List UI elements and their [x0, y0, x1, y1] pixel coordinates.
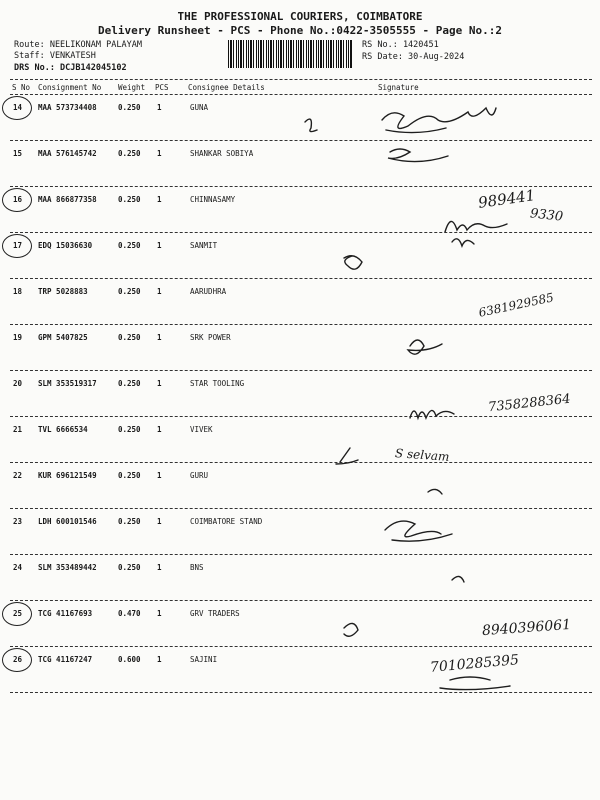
signature-guna [382, 108, 496, 133]
row-sno: 26 [13, 655, 23, 664]
col-consignee: Consignee Details [188, 83, 265, 92]
row-sno: 25 [13, 609, 23, 618]
signature-coimbatore [385, 521, 452, 541]
handwritten-phone: 8940396061 [481, 616, 572, 640]
col-weight: Weight [118, 83, 146, 92]
row-consignee: STAR TOOLING [190, 379, 245, 388]
row-consignment-no: EDQ 15036630 [38, 241, 93, 250]
row-consignment-no: MAA 866877358 [38, 195, 97, 204]
row-weight: 0.470 [118, 609, 141, 618]
rs-number: RS No.: 1420451 [362, 40, 439, 50]
row-weight: 0.250 [118, 149, 141, 158]
row-pcs: 1 [157, 103, 162, 112]
row-sno: 17 [13, 241, 23, 250]
signature-bns [452, 576, 464, 582]
signature-guru [428, 489, 442, 494]
signature-sanmit [452, 239, 474, 246]
row-weight: 0.600 [118, 655, 141, 664]
row-weight: 0.250 [118, 195, 141, 204]
row-consignment-no: MAA 573734408 [38, 103, 97, 112]
signature-shankar [388, 149, 448, 162]
row-weight: 0.250 [118, 563, 141, 572]
handwritten-phone: 989441 [477, 186, 537, 212]
row-consignee: COIMBATORE STAND [190, 517, 263, 526]
row-pcs: 1 [157, 195, 162, 204]
row-consignee: GURU [190, 471, 209, 480]
col-pcs: PCS [155, 83, 169, 92]
row-sno: 20 [13, 379, 23, 388]
row-consignee: GRV TRADERS [190, 609, 240, 618]
drs-number: DRS No.: DCJB142045102 [14, 63, 127, 73]
row-weight: 0.250 [118, 241, 141, 250]
row-pcs: 1 [157, 425, 162, 434]
handwritten-name: S selvam [394, 446, 450, 464]
row-consignment-no: TVL 6666534 [38, 425, 88, 434]
row-consignee: SAJINI [190, 655, 218, 664]
row-consignment-no: SLM 353489442 [38, 563, 97, 572]
row-consignee: GUNA [190, 103, 209, 112]
row-consignee: SHANKAR SOBIYA [190, 149, 254, 158]
tick-mark [336, 448, 358, 464]
handwritten-phone: 7010285395 [429, 652, 520, 676]
stamp-mark [344, 623, 358, 636]
row-weight: 0.250 [118, 287, 141, 296]
row-sno: 16 [13, 195, 23, 204]
row-sno: 24 [13, 563, 23, 572]
row-pcs: 1 [157, 241, 162, 250]
row-weight: 0.250 [118, 425, 141, 434]
col-signature: Signature [378, 83, 419, 92]
row-consignee: SRK POWER [190, 333, 231, 342]
signature-srk [408, 340, 442, 354]
row-weight: 0.250 [118, 379, 141, 388]
row-weight: 0.250 [118, 103, 141, 112]
row-pcs: 1 [157, 655, 162, 664]
row-pcs: 1 [157, 517, 162, 526]
row-sno: 15 [13, 149, 23, 158]
route-label: Route: NEELIKONAM PALAYAM [14, 40, 142, 50]
row-pcs: 1 [157, 287, 162, 296]
row-pcs: 1 [157, 563, 162, 572]
row-consignee: VIVEK [190, 425, 213, 434]
handwritten-phone: 6381929585 [477, 290, 555, 320]
row-consignment-no: TCG 41167247 [38, 655, 93, 664]
staff-label: Staff: VENKATESH [14, 51, 96, 61]
col-consignment: Consignment No [38, 83, 102, 92]
row-pcs: 1 [157, 471, 162, 480]
runsheet-subtitle: Delivery Runsheet - PCS - Phone No.:0422-3505555 - Page No.:2 [98, 24, 502, 37]
row-sno: 23 [13, 517, 23, 526]
signature-chinnasamy [445, 221, 507, 232]
row-pcs: 1 [157, 333, 162, 342]
tick-mark [305, 119, 317, 132]
rs-date: RS Date: 30-Aug-2024 [362, 52, 465, 62]
row-consignee: CHINNASAMY [190, 195, 236, 204]
company-title: THE PROFESSIONAL COURIERS, COIMBATORE [177, 10, 423, 23]
row-consignment-no: TCG 41167693 [38, 609, 93, 618]
row-consignment-no: MAA 576145742 [38, 149, 97, 158]
signature-sajini [440, 677, 510, 690]
row-weight: 0.250 [118, 517, 141, 526]
row-sno: 18 [13, 287, 23, 296]
row-weight: 0.250 [118, 333, 141, 342]
row-sno: 22 [13, 471, 23, 480]
row-consignment-no: SLM 353519317 [38, 379, 97, 388]
row-consignment-no: GPM 5407825 [38, 333, 88, 342]
row-consignee: BNS [190, 563, 204, 572]
row-consignment-no: TRP 5028883 [38, 287, 88, 296]
row-pcs: 1 [157, 609, 162, 618]
handwritten-phone: 7358288364 [487, 391, 572, 416]
row-consignment-no: LDH 600101546 [38, 517, 97, 526]
col-sno: S No [12, 83, 31, 92]
row-sno: 14 [13, 103, 23, 112]
handwritten-phone: 9330 [529, 206, 564, 225]
row-consignment-no: KUR 696121549 [38, 471, 97, 480]
stamp-mark [344, 256, 362, 269]
row-consignee: SANMIT [190, 241, 218, 250]
row-sno: 19 [13, 333, 23, 342]
row-weight: 0.250 [118, 471, 141, 480]
signature-star [410, 410, 454, 418]
row-consignee: AARUDHRA [190, 287, 227, 296]
row-pcs: 1 [157, 379, 162, 388]
row-sno: 21 [13, 425, 23, 434]
row-pcs: 1 [157, 149, 162, 158]
